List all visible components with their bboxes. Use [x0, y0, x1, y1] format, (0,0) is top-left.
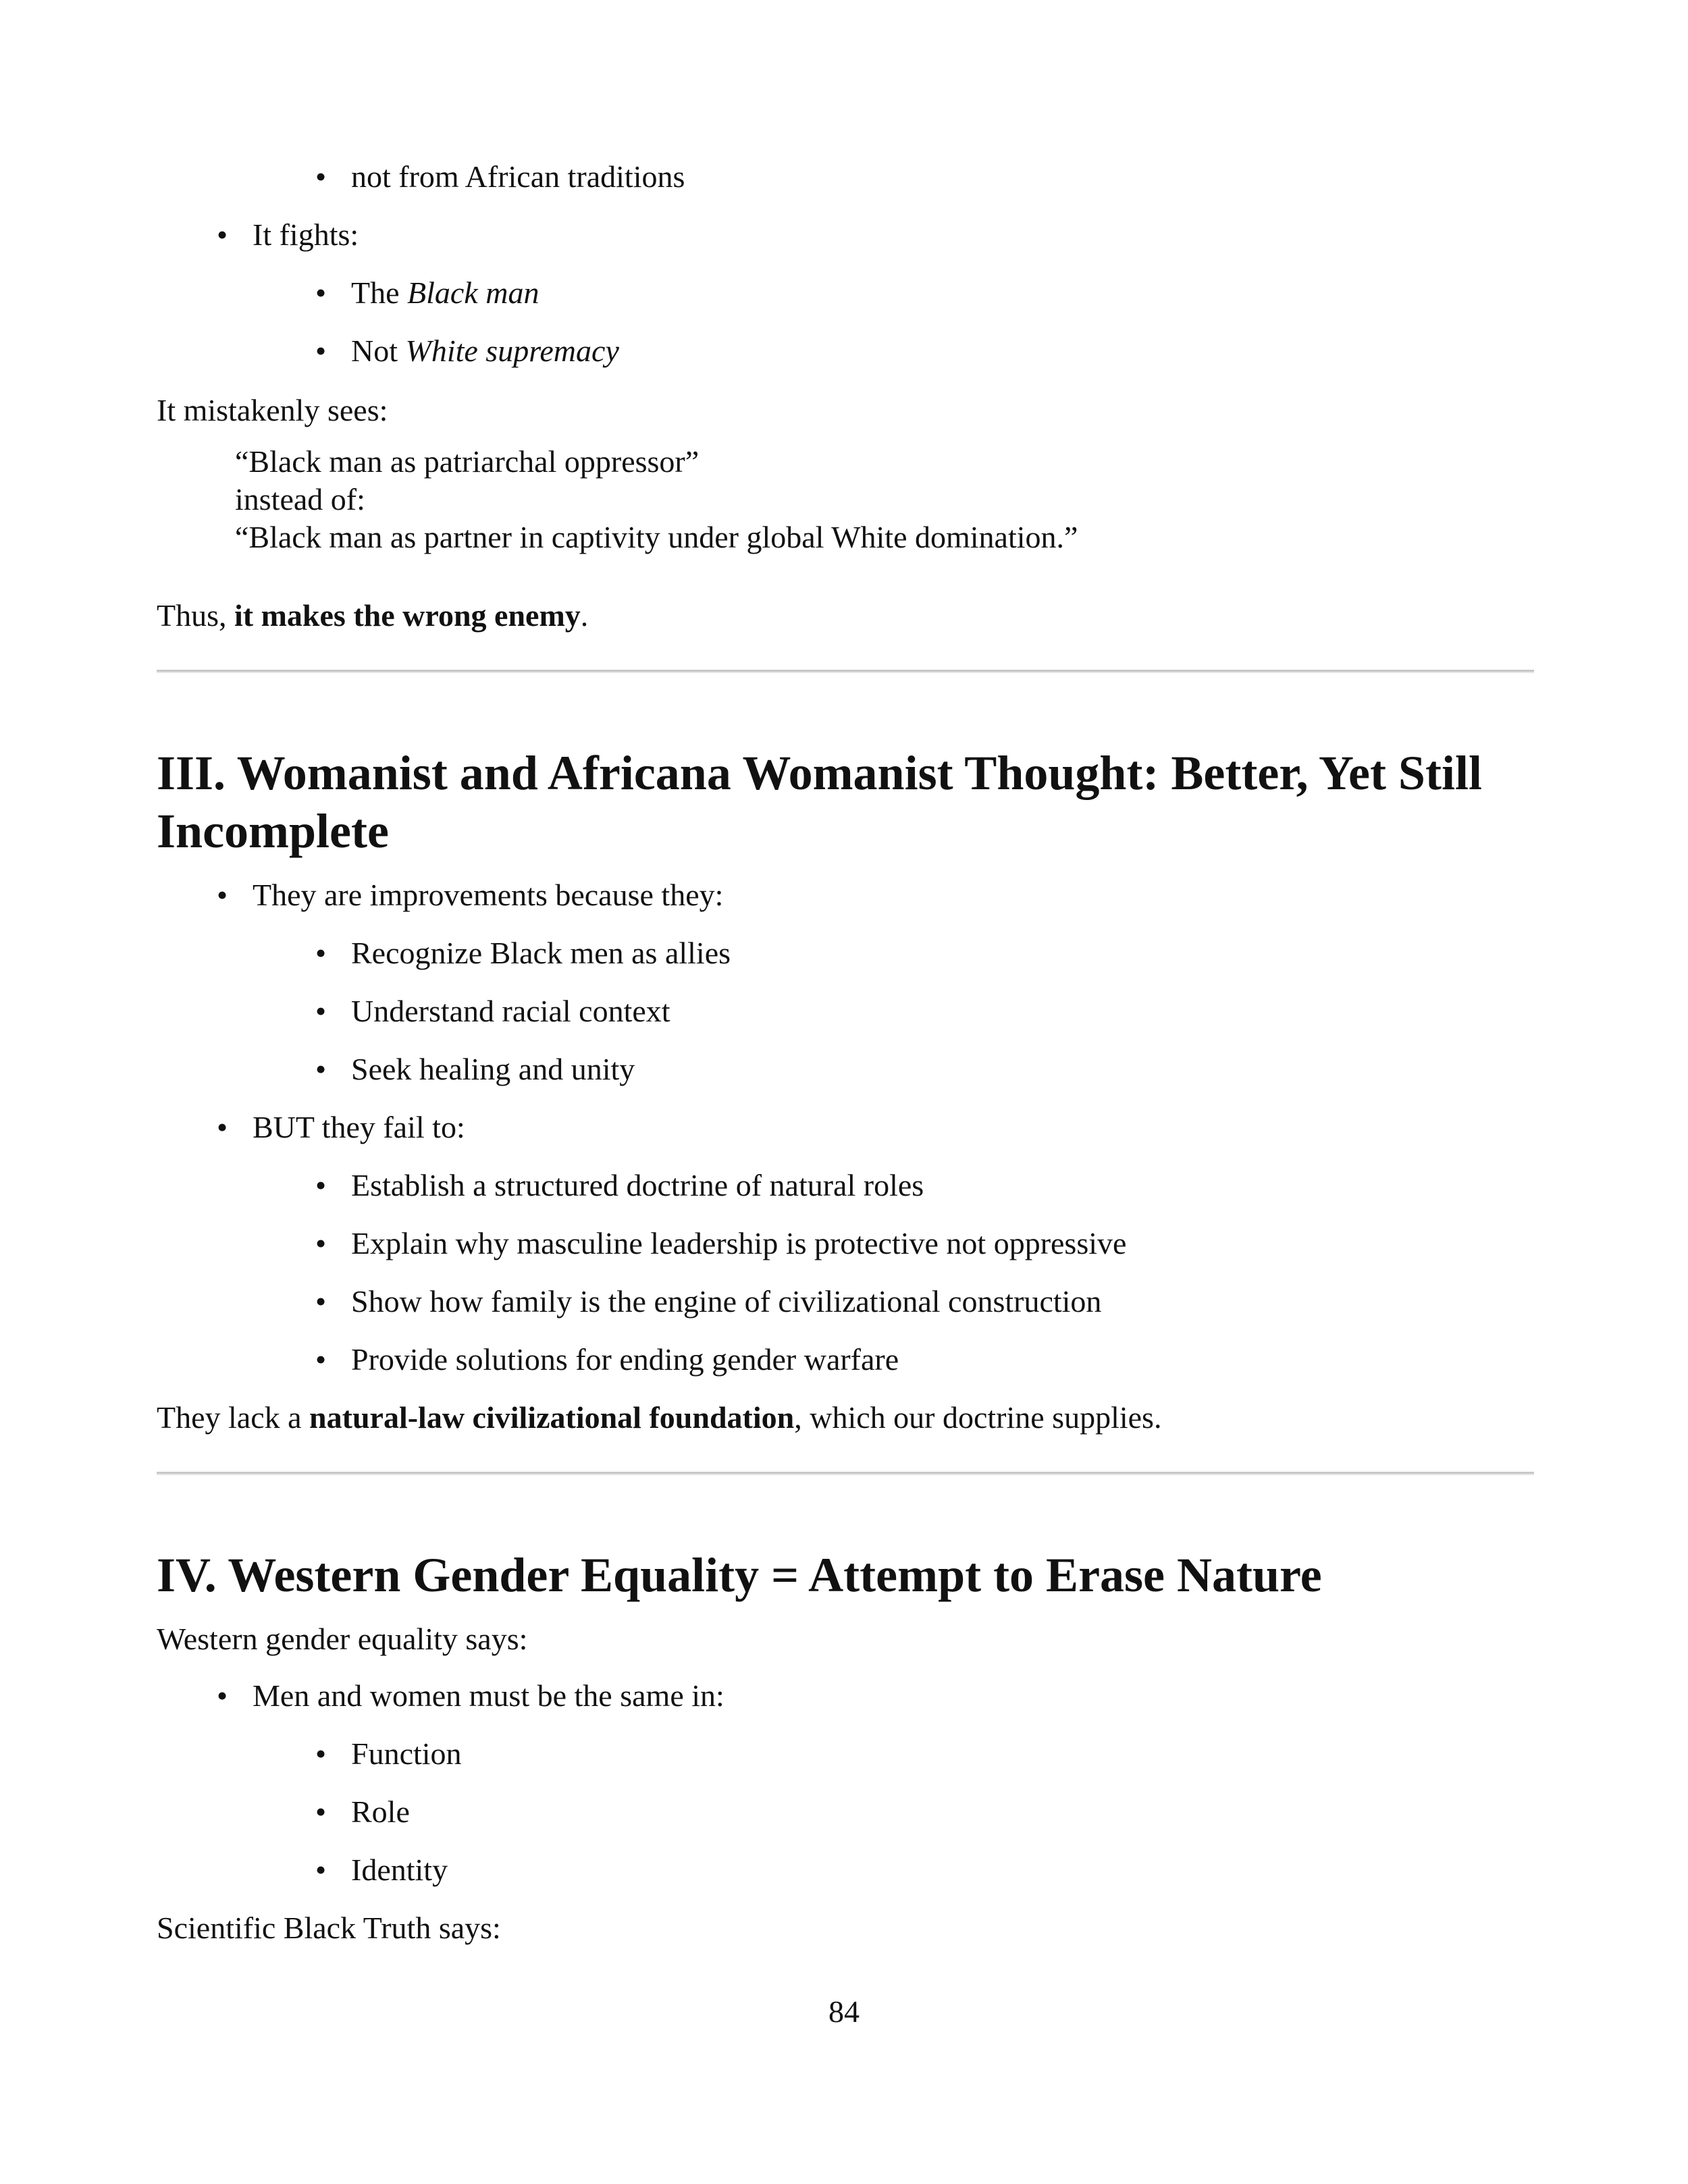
quote-line: instead of: — [235, 482, 365, 516]
bullet-icon: • — [315, 994, 327, 1028]
bullet-icon: • — [315, 275, 327, 310]
bullet-icon: • — [315, 1342, 327, 1377]
page-number: 84 — [828, 1994, 860, 2029]
text-run: , which our doctrine supplies. — [794, 1400, 1162, 1435]
paragraph — [157, 597, 588, 635]
text-run: . — [580, 598, 589, 633]
bullet-icon: • — [315, 1052, 327, 1086]
quote-line: “Black man as partner in captivity under global White domination.” — [235, 520, 1078, 554]
list-item-text: Identity — [351, 1853, 448, 1887]
bullet-icon: • — [315, 159, 327, 194]
list-item-text: Show how family is the engine of civilizational construction — [351, 1284, 1102, 1319]
list-item-text: Seek healing and unity — [351, 1052, 635, 1086]
list-item-text: It fights: — [253, 217, 359, 252]
list-item-text: Role — [351, 1794, 410, 1829]
list-item-text: BUT they fail to: — [253, 1110, 465, 1144]
text-run: The — [351, 275, 408, 310]
section-heading: III. Womanist and Africana Womanist Thought: Better, Yet Still Incomplete — [157, 746, 1482, 858]
list-item-text: Establish a structured doctrine of natural roles — [351, 1168, 924, 1202]
list-item-text: Understand racial context — [351, 994, 670, 1028]
horizontal-rule — [157, 1472, 1534, 1475]
bullet-icon: • — [315, 936, 327, 970]
bullet-icon: • — [315, 1284, 327, 1319]
bullet-icon: • — [216, 217, 228, 252]
paragraph: Western gender equality says: — [157, 1622, 528, 1656]
list-item-text: Provide solutions for ending gender warfare — [351, 1342, 899, 1377]
bullet-icon: • — [315, 1853, 327, 1887]
bullet-icon: • — [315, 1736, 327, 1771]
paragraph — [157, 1399, 1161, 1437]
bullet-icon: • — [216, 878, 228, 912]
text-run: Thus, — [157, 598, 234, 633]
bold-text: it makes the wrong enemy — [234, 598, 581, 633]
emphasis-text: Black man — [407, 275, 539, 310]
bullet-icon: • — [216, 1110, 228, 1144]
section-heading: IV. Western Gender Equality = Attempt to Erase Nature — [157, 1548, 1322, 1602]
bold-text: natural-law civilizational foundation — [309, 1400, 795, 1435]
bullet-icon: • — [315, 334, 327, 368]
list-item-text — [351, 274, 539, 312]
bullet-icon: • — [315, 1168, 327, 1202]
horizontal-rule — [157, 670, 1534, 673]
text-run: Not — [351, 334, 406, 368]
list-item-text: Men and women must be the same in: — [253, 1678, 724, 1713]
list-item-text: not from African traditions — [351, 159, 685, 194]
list-item-text: Function — [351, 1736, 462, 1771]
bullet-icon: • — [216, 1678, 228, 1713]
list-item-text: Explain why masculine leadership is protective not oppressive — [351, 1226, 1127, 1260]
text-run: They lack a — [157, 1400, 310, 1435]
paragraph: Scientific Black Truth says: — [157, 1911, 501, 1945]
emphasis-text: White supremacy — [405, 334, 619, 368]
list-item-text — [351, 332, 619, 370]
bullet-icon: • — [315, 1794, 327, 1829]
quote-line: “Black man as patriarchal oppressor” — [235, 444, 700, 479]
list-item-text: Recognize Black men as allies — [351, 936, 731, 970]
list-item-text: They are improvements because they: — [253, 878, 724, 912]
paragraph: It mistakenly sees: — [157, 393, 388, 427]
bullet-icon: • — [315, 1226, 327, 1260]
